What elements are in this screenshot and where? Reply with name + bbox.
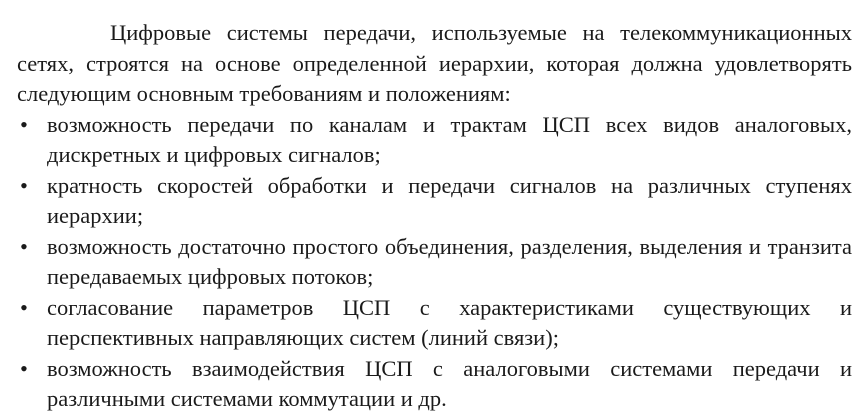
list-item	[17, 293, 852, 354]
list-item-text: возможность передачи по каналам и трактам ЦСП всех видов аналоговых, дискретных и цифровых сигналов;	[47, 111, 852, 167]
bullet-icon: •	[20, 355, 28, 381]
requirements-list	[17, 110, 852, 415]
bullet-icon: •	[20, 172, 28, 198]
list-item-text: возможность взаимодействия ЦСП с аналоговыми системами передачи и различными системами коммутации и др.	[47, 355, 852, 411]
list-item-text: согласование параметров ЦСП с характеристиками существующих и перспективных направляющих систем (линий связи);	[47, 294, 852, 350]
list-item	[17, 354, 852, 415]
bullet-icon: •	[20, 294, 28, 320]
list-item	[17, 232, 852, 293]
list-item	[17, 110, 852, 171]
intro-paragraph: Цифровые системы передачи, используемые на телекоммуникационных сетях, строятся на основе определенной иерархии, которая должна удовлетворять следующим основным требованиям и положениям:	[17, 20, 852, 106]
list-item	[17, 171, 852, 232]
bullet-icon: •	[20, 111, 28, 137]
list-item-text: кратность скоростей обработки и передачи сигналов на различных ступенях иерархии;	[47, 172, 852, 228]
list-item-text: возможность достаточно простого объединения, разделения, выделения и транзита передаваемых цифровых потоков;	[47, 233, 852, 289]
bullet-icon: •	[20, 233, 28, 259]
